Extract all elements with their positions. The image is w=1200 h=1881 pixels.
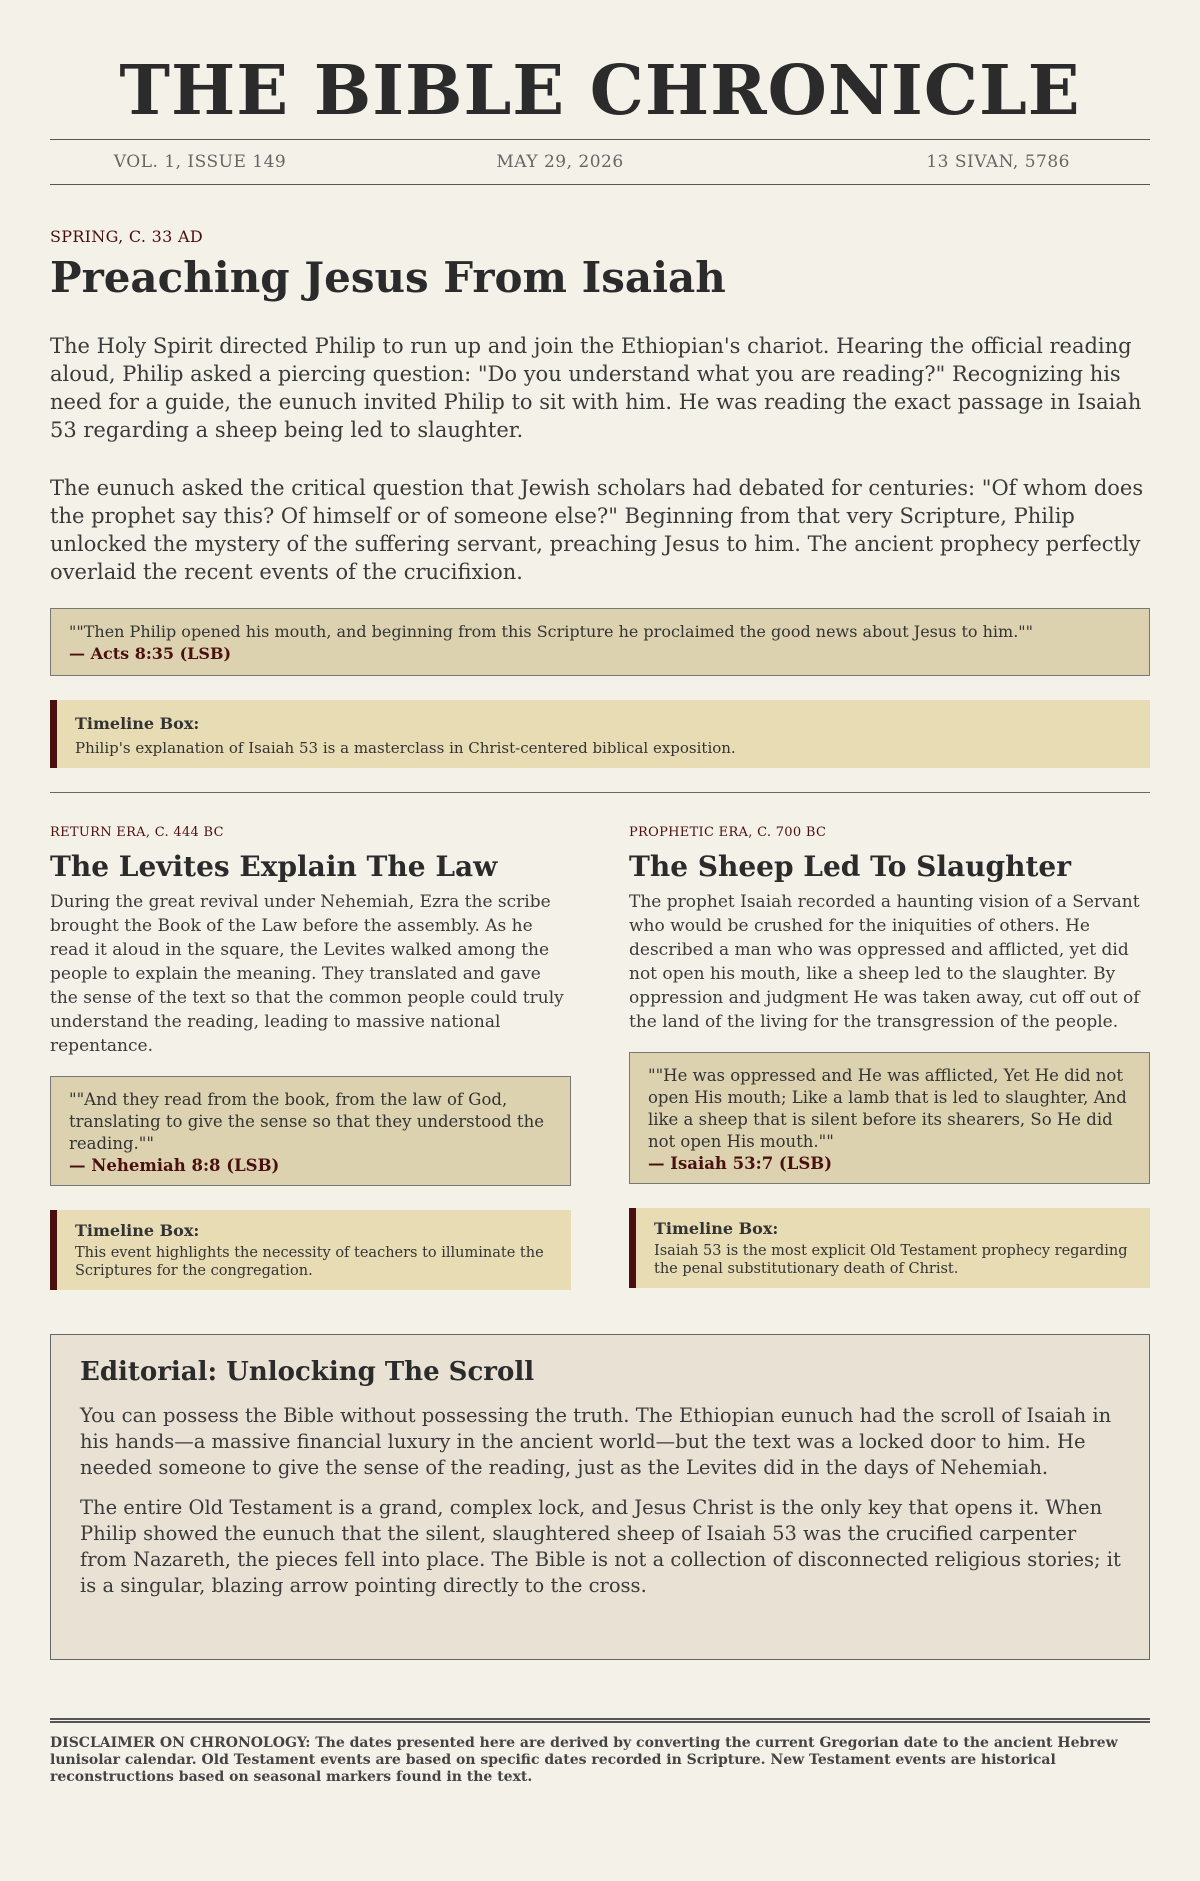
timeline-title: Timeline Box: — [75, 1220, 200, 1240]
two-column-section — [50, 825, 1150, 1290]
lead-era: SPRING, C. 33 AD — [50, 226, 203, 246]
newspaper-title: THE BIBLE CHRONICLE — [119, 51, 1081, 131]
issue-volume: VOL. 1, ISSUE 149 — [113, 151, 287, 172]
quote-reference: — Nehemiah 8:8 (LSB) — [69, 1155, 280, 1175]
lead-paragraph: The Holy Spirit directed Philip to run up and join the Ethiopian's chariot. Hearing the official reading aloud, Philip asked a piercing question: "Do you understand what you are reading?" Recognizing his need for a guide, the eunuch invited Philip to sit with him. He was reading the exact passage in Isaiah 53 regarding a sheep being led to slaughter. — [50, 334, 1142, 443]
issue-date: MAY 29, 2026 — [496, 151, 624, 172]
lead-scripture-quote — [50, 608, 1150, 676]
right-body: The prophet Isaiah recorded a haunting vision of a Servant who would be crushed for the iniquities of others. He described a man who was oppressed and afflicted, yet did not open his mouth, like a sheep led to the slaughter. By oppression and judgment He was taken away, cut off out of the land of the living for the transgression of the people. — [629, 891, 1140, 1032]
right-timeline-box — [629, 1208, 1150, 1288]
timeline-title: Timeline Box: — [75, 714, 200, 734]
left-era: RETURN ERA, C. 444 BC — [50, 825, 224, 841]
editorial-paragraph: The entire Old Testament is a grand, complex lock, and Jesus Christ is the only key that opens it. When Philip showed the eunuch that the silent, slaughtered sheep of Isaiah 53 was the crucified carpenter from Nazareth, the pieces fell into place. The Bible is not a collection of disconnected religious stories; it is a singular, blazing arrow pointing directly to the cross. — [80, 1495, 1121, 1597]
quote-text: ""He was oppressed and He was afflicted, Yet He did not open His mouth; Like a lamb that is led to slaughter, And like a sheep that is silent before its shearers, So He did not open His mouth."" — [648, 1065, 1127, 1151]
quote-reference: — Acts 8:35 (LSB) — [69, 644, 232, 664]
timeline-text: Isaiah 53 is the most explicit Old Testament prophecy regarding the penal substitutionary death of Christ. — [654, 1242, 1128, 1277]
lead-timeline-box — [50, 700, 1150, 768]
dateline — [50, 139, 1150, 185]
quote-reference: — Isaiah 53:7 (LSB) — [648, 1153, 832, 1173]
editorial-paragraph: You can possess the Bible without possessing the truth. The Ethiopian eunuch had the scroll of Isaiah in his hands—a massive financial luxury in the ancient world—but the text was a locked door to him. He needed someone to give the sense of the reading, just as the Levites did in the days of Nehemiah. — [80, 1403, 1112, 1479]
quote-text: ""Then Philip opened his mouth, and beginning from this Scripture he proclaimed the good news about Jesus to him."" — [69, 622, 1034, 642]
timeline-title: Timeline Box: — [654, 1218, 779, 1238]
left-headline: The Levites Explain The Law — [50, 850, 498, 884]
left-timeline-box — [50, 1210, 571, 1290]
lead-headline: Preaching Jesus From Isaiah — [50, 252, 726, 302]
right-article — [629, 825, 1150, 1290]
quote-text: ""And they read from the book, from the law of God, translating to give the sense so that they understood the reading."" — [69, 1089, 544, 1153]
timeline-text: Philip's explanation of Isaiah 53 is a masterclass in Christ-centered biblical exposition. — [75, 739, 736, 758]
timeline-text: This event highlights the necessity of teachers to illuminate the Scriptures for the congregation. — [75, 1244, 544, 1279]
right-headline: The Sheep Led To Slaughter — [629, 850, 1071, 884]
lead-article — [50, 227, 1150, 768]
right-scripture-quote — [629, 1052, 1150, 1184]
left-body: During the great revival under Nehemiah, Ezra the scribe brought the Book of the Law before the assembly. As he read it aloud in the square, the Levites walked among the people to explain the meaning. They translated and gave the sense of the text so that the common people could truly understand the reading, leading to massive national repentance. — [50, 891, 564, 1056]
right-era: PROPHETIC ERA, C. 700 BC — [629, 825, 827, 841]
left-scripture-quote — [50, 1076, 571, 1186]
left-article — [50, 825, 571, 1290]
chronology-disclaimer: DISCLAIMER ON CHRONOLOGY: The dates presented here are derived by converting the current Gregorian date to the ancient Hebrew lunisolar calendar. Old Testament events are based on specific dates recorded in Scripture. New Testament events are historical reconstructions based on seasonal markers found in the text. — [50, 1718, 1150, 1786]
editorial-box — [50, 1334, 1150, 1660]
hebrew-date: 13 SIVAN, 5786 — [926, 151, 1070, 172]
section-divider — [50, 792, 1150, 793]
masthead — [50, 0, 1150, 185]
lead-paragraph: The eunuch asked the critical question that Jewish scholars had debated for centuries: "Of whom does the prophet say this? Of himself or of someone else?" Beginning from that very Scripture, Philip unlocked the mystery of the suffering servant, preaching Jesus to him. The ancient prophecy perfectly overlaid the recent events of the crucifixion. — [50, 476, 1144, 585]
editorial-title: Editorial: Unlocking The Scroll — [80, 1356, 535, 1387]
